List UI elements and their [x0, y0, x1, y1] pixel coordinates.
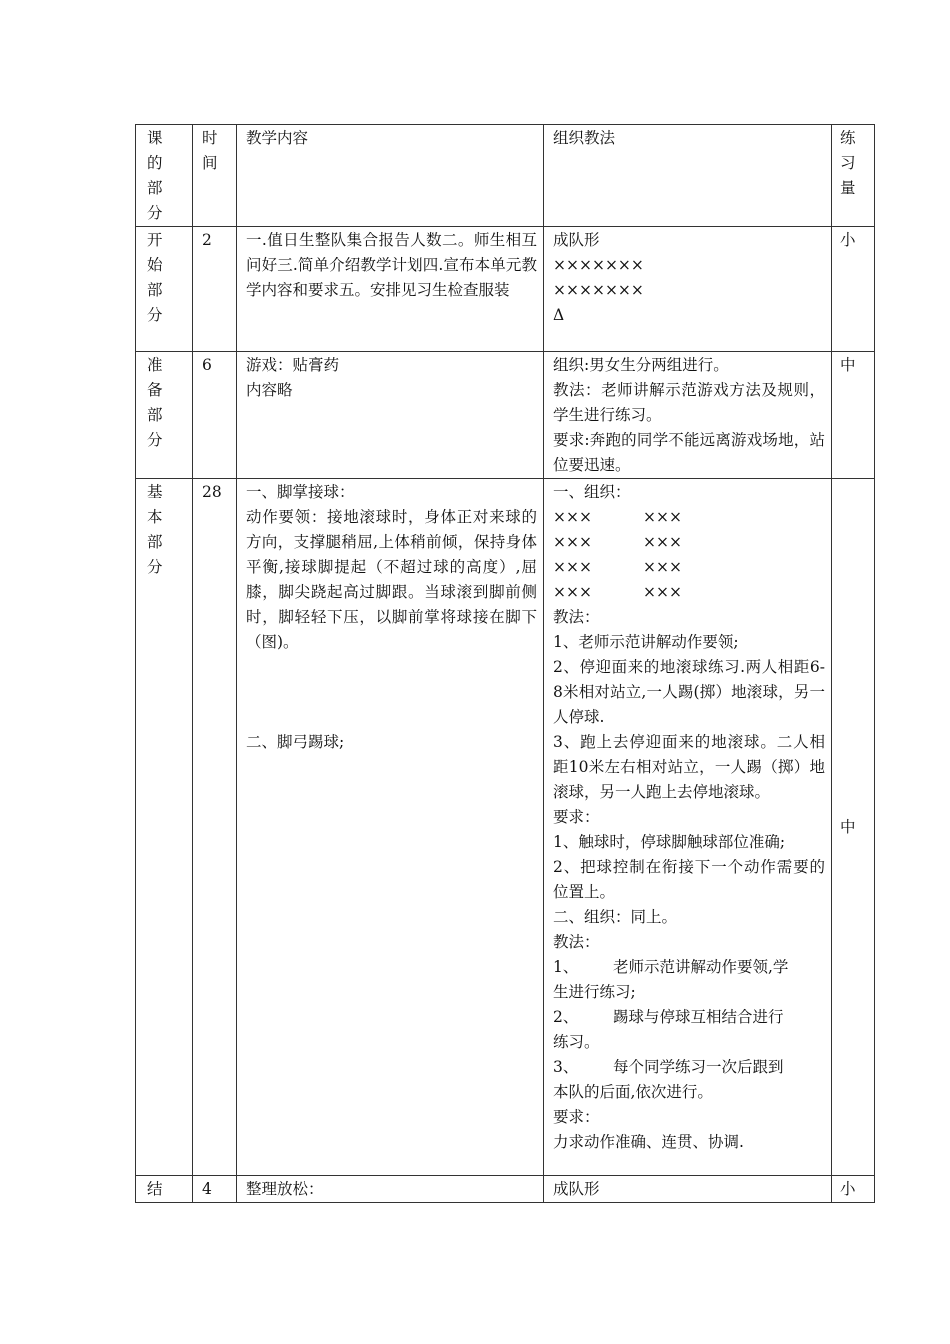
header-method	[544, 125, 832, 227]
time-value: 28	[202, 483, 222, 501]
time-value: 4	[202, 1180, 212, 1198]
formation-group: ×××	[643, 533, 682, 551]
table-row-prep	[136, 352, 875, 479]
content-text: 动作要领：接地滚球时，身体正对来球的方向，支撑腿稍屈,上体稍前倾，保持身体平衡,接球脚提起（不超过球的高度）,屈膝，脚尖跷起高过脚跟。当球滚到脚前侧时，脚轻轻下压，以脚前掌将球接在脚下（图)。	[246, 508, 537, 651]
cell-content	[237, 227, 544, 352]
teach-item: 3、跑上去停迎面来的地滚球。二人相距10米左右相对站立，一人踢（掷）地滚球，另一人跑上去停地滚球。	[553, 733, 825, 801]
item-continuation: 本队的后面,依次进行。	[553, 1083, 713, 1101]
item-text: 踢球与停球互相结合进行	[613, 1008, 784, 1026]
header-part-text: 课的部分	[147, 129, 163, 222]
spacer	[246, 655, 537, 730]
load-value: 小	[840, 1180, 856, 1198]
org2-title: 二、组织：同上。	[553, 908, 678, 926]
table-row-end	[136, 1176, 875, 1203]
header-content	[237, 125, 544, 227]
method-line: Δ	[553, 306, 565, 324]
method-paragraph: 要求:奔跑的同学不能远离游戏场地，站位要迅速。	[553, 431, 825, 474]
cell-time	[193, 1176, 237, 1203]
cell-load	[832, 1176, 875, 1203]
req-item: 2、把球控制在衔接下一个动作需要的位置上。	[553, 858, 825, 901]
part-label: 基本部分	[147, 483, 163, 576]
content-title: 二、脚弓踢球;	[246, 733, 345, 751]
cell-load	[832, 479, 875, 1176]
table-row-basic	[136, 479, 875, 1176]
content-line: 内容略	[246, 381, 293, 399]
cell-part	[136, 352, 193, 479]
cell-part	[136, 1176, 193, 1203]
item-continuation: 生进行练习;	[553, 983, 636, 1001]
cell-part	[136, 227, 193, 352]
load-value: 中	[840, 356, 856, 374]
formation-group: ×××	[643, 508, 682, 526]
cell-time	[193, 227, 237, 352]
header-method-text: 组织教法	[553, 129, 616, 147]
part-label: 开始部分	[147, 231, 163, 324]
req2-text: 力求动作准确、连贯、协调.	[553, 1133, 744, 1151]
req2-title: 要求：	[553, 1108, 600, 1126]
cell-time	[193, 352, 237, 479]
method-line: ×××××××	[553, 281, 644, 299]
teach-item: 2、停迎面来的地滚球练习.两人相距6-8米相对站立,一人踢(掷）地滚球，另一人停球.	[553, 658, 825, 726]
org-title: 一、组织：	[553, 483, 631, 501]
cell-content	[237, 1176, 544, 1203]
formation-row	[553, 505, 825, 530]
item-number: 3、	[553, 1058, 579, 1076]
formation-group: ×××	[643, 558, 682, 576]
teach2-item	[553, 1055, 825, 1080]
cell-content	[237, 352, 544, 479]
req-item: 1、触球时，停球脚触球部位准确;	[553, 833, 786, 851]
cell-time	[193, 479, 237, 1176]
time-value: 2	[202, 231, 212, 249]
load-value: 中	[840, 818, 856, 836]
table-row-start	[136, 227, 875, 352]
header-part	[136, 125, 193, 227]
formation-group: ×××	[553, 558, 592, 576]
lesson-plan-table	[135, 124, 875, 1203]
cell-method	[544, 352, 832, 479]
teach2-title: 教法：	[553, 933, 600, 951]
method-text: 成队形	[553, 1180, 600, 1198]
item-text: 老师示范讲解动作要领,学	[613, 958, 789, 976]
content-title: 一、脚掌接球：	[246, 483, 355, 501]
table-header-row	[136, 125, 875, 227]
teach2-item	[553, 955, 825, 980]
item-number: 2、	[553, 1008, 579, 1026]
method-line: ×××××××	[553, 256, 644, 274]
header-content-text: 教学内容	[246, 129, 309, 147]
formation-row	[553, 530, 825, 555]
method-line: 成队形	[553, 231, 600, 249]
header-load	[832, 125, 875, 227]
formation-group: ×××	[643, 583, 682, 601]
cell-part	[136, 479, 193, 1176]
cell-method	[544, 227, 832, 352]
teach2-item	[553, 1005, 825, 1030]
formation-group: ×××	[553, 583, 592, 601]
load-value: 小	[840, 231, 856, 249]
formation-row	[553, 555, 825, 580]
teach-title: 教法：	[553, 608, 600, 626]
method-paragraph: 教法：老师讲解示范游戏方法及规则，学生进行练习。	[553, 381, 825, 424]
part-label: 准备部分	[147, 356, 163, 449]
formation-group: ×××	[553, 508, 592, 526]
cell-content	[237, 479, 544, 1176]
cell-method	[544, 479, 832, 1176]
teach-item: 1、老师示范讲解动作要领;	[553, 633, 739, 651]
item-number: 1、	[553, 958, 579, 976]
method-paragraph: 组织:男女生分两组进行。	[553, 356, 729, 374]
header-time	[193, 125, 237, 227]
content-text: 整理放松：	[246, 1180, 324, 1198]
header-load-text: 练习量	[840, 129, 856, 197]
content-text: 一.值日生整队集合报告人数二。师生相互问好三.简单介绍教学计划四.宣布本单元教学内容和要求五。安排见习生检查服装	[246, 231, 537, 299]
item-text: 每个同学练习一次后跟到	[613, 1058, 784, 1076]
item-continuation: 练习。	[553, 1033, 600, 1051]
part-label: 结	[147, 1180, 163, 1198]
content-line: 游戏：贴膏药	[246, 356, 340, 374]
formation-group: ×××	[553, 533, 592, 551]
cell-load	[832, 352, 875, 479]
req-title: 要求：	[553, 808, 600, 826]
cell-method	[544, 1176, 832, 1203]
formation-row	[553, 580, 825, 605]
time-value: 6	[202, 356, 212, 374]
cell-load	[832, 227, 875, 352]
header-time-text: 时间	[202, 129, 218, 172]
